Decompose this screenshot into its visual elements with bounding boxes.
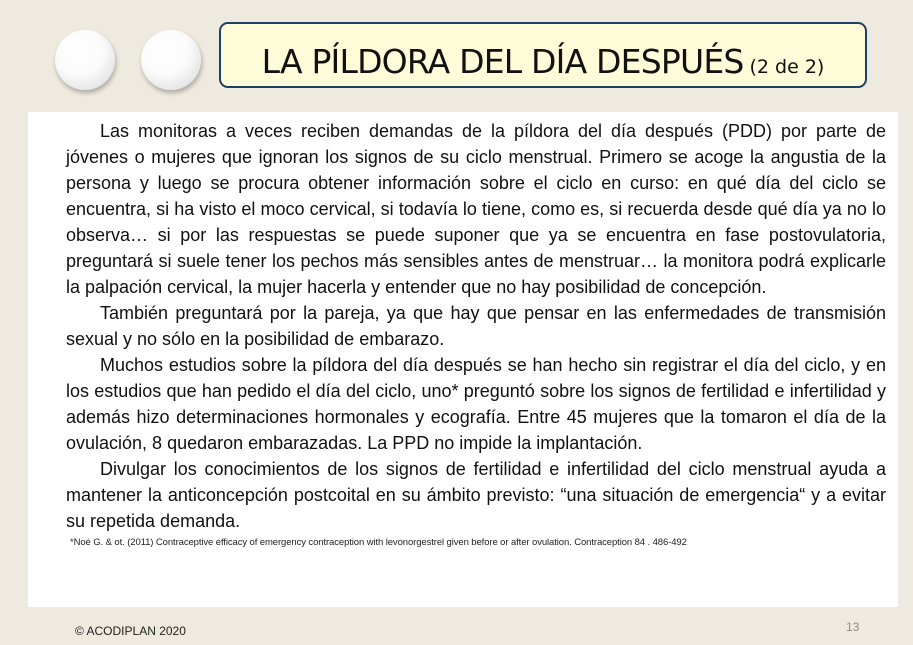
page-number: 13 <box>846 620 860 634</box>
paragraph-4: Divulgar los conocimientos de los signos de fertilidad e infertilidad del ciclo menstrual ayuda a mantener la anticoncepción postcoital en su ámbito previsto: “una situación de emergencia“ y a evitar su repetida demanda. <box>66 459 886 531</box>
slide-title-suffix: (2 de 2) <box>749 56 825 78</box>
decorative-circle-left <box>55 30 115 90</box>
paragraph-2: También preguntará por la pareja, ya que hay que pensar en las enfermedades de transmisión sexual y no sólo en la posibilidad de embarazo. <box>66 303 886 349</box>
slide-title: LA PÍLDORA DEL DÍA DESPUÉS <box>261 42 744 81</box>
copyright: © ACODIPLAN 2020 <box>75 624 186 638</box>
decorative-circle-right <box>141 30 201 90</box>
paragraph-1: Las monitoras a veces reciben demandas de la píldora del día después (PDD) por parte de jóvenes o mujeres que ignoran los signos de su ciclo menstrual. Primero se acoge la angustia de la persona y luego se procura obtener información sobre el ciclo en curso: en qué día del ciclo se encuentra, si ha visto el moco cervical, si todavía lo tiene, como es, si recuerda desde qué día ya no lo observa… si por las respuestas se puede suponer que ya se encuentra en fase postovulatoria, preguntará si suele tener los pechos más sensibles antes de menstruar… la monitora podrá explicarle la palpación cervical, la mujer hacerla y entender que no hay posibilidad de concepción. <box>66 121 886 297</box>
footnote: *Noé G. & ot. (2011) Contraceptive efficacy of emergency contraception with levonorgestrel given before or after ovulation. Contraception 84 . 486-492 <box>70 537 687 548</box>
paragraph-3: Muchos estudios sobre la píldora del día después se han hecho sin registrar el día del ciclo, y en los estudios que han pedido el día del ciclo, uno* preguntó sobre los signos de fertilidad e infertilidad y además hizo determinaciones hormonales y ecografía. Entre 45 mujeres que la tomaron el día de la ovulación, 8 quedaron embarazadas. La PPD no impide la implantación. <box>66 355 886 453</box>
title-banner <box>219 22 867 88</box>
content-panel <box>28 112 898 607</box>
